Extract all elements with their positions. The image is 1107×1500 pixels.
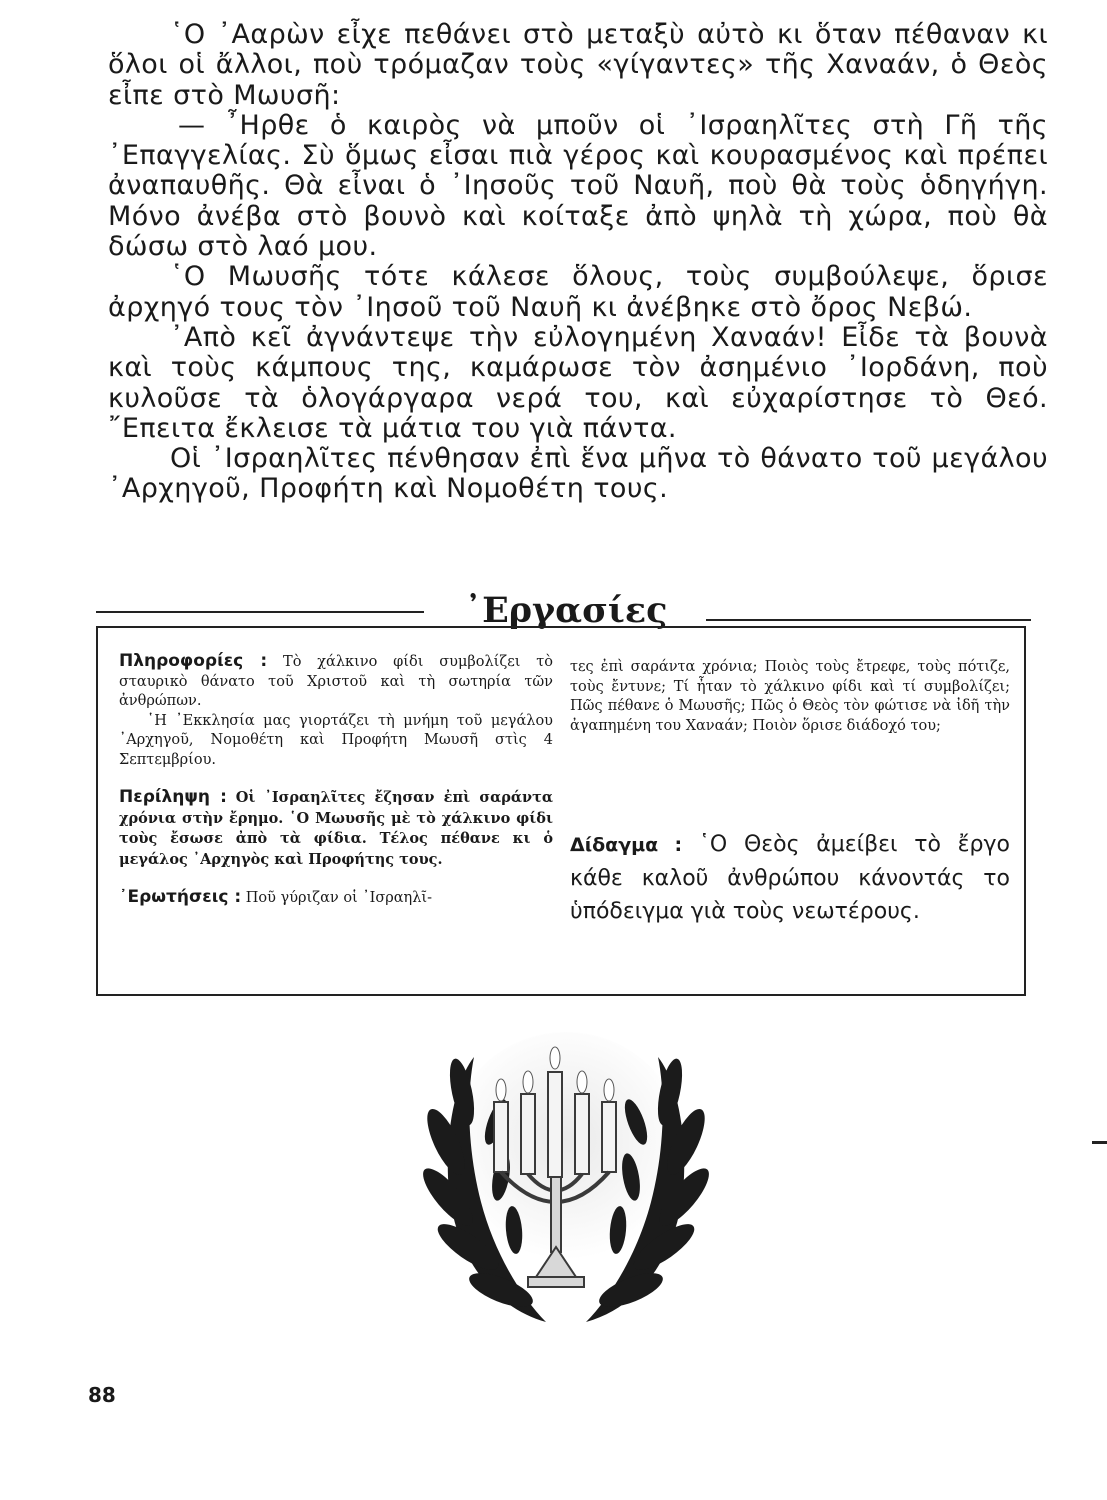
summary-section xyxy=(119,788,553,870)
info-text-2: ῾Η ᾿Εκκλησία μας γιορτάζει τὴ μνήμη τοῦ μεγάλου ᾿Αρχηγοῦ, Νομοθέτη καὶ Προφήτη Μωυσῆ στὶς 4 Σεπτεμβρίου. xyxy=(119,712,553,768)
page-number: 88 xyxy=(88,1383,116,1407)
lesson-label: Δίδαγμα : xyxy=(570,834,683,856)
story-paragraph: ῾Ο Μωυσῆς τότε κάλεσε ὅλους, τοὺς συμβούλεψε, ὅρισε ἀρχηγό τους τὸν ᾿Ιησοῦ τοῦ Ναυῆ κι ἀνέβηκε στὸ ὄρος Νεβώ. xyxy=(108,261,1048,323)
story-paragraph: Οἱ ᾿Ισραηλῖτες πένθησαν ἐπὶ ἕνα μῆνα τὸ θάνατο τοῦ μεγάλου ᾿Αρχηγοῦ, Προφήτη καὶ Νομοθέτη τους. xyxy=(108,443,1048,505)
info-section xyxy=(119,652,553,770)
summary-text: Οἱ ᾿Ισραηλῖτες ἔζησαν ἐπὶ σαράντα χρόνια στὴν ἔρημο. ῾Ο Μωυσῆς μὲ τὸ χάλκινο φίδι τοὺς ἔσωσε ἀπὸ τὰ φίδια. Τέλος πέθανε κι ὁ μεγάλος ᾿Αρχηγὸς καὶ Προφήτης τους. xyxy=(119,789,553,868)
info-text: Τὸ χάλκινο φίδι συμβολίζει τὸ σταυρικὸ θάνατο τοῦ Χριστοῦ καὶ τὴ σωτηρία τῶν ἀνθρώπων. xyxy=(119,654,553,709)
questions-continued xyxy=(570,658,1010,736)
questions-label: ᾿Ερωτήσεις : xyxy=(119,887,242,907)
story-paragraph: ῾Ο ᾿Ααρὼν εἶχε πεθάνει στὸ μεταξὺ αὐτὸ κι ὅταν πέθαναν κι ὅλοι οἱ ἄλλοι, ποὺ τρόμαζαν τοὺς «γίγαντες» τῆς Χαναάν, ὁ Θεὸς εἶπε στὸ Μωυσῆ: xyxy=(108,19,1048,111)
header-rule-right xyxy=(706,619,1031,621)
questions-section xyxy=(119,888,553,909)
header-rule-left xyxy=(96,611,424,613)
summary-label: Περίληψη : xyxy=(119,787,227,807)
story-paragraph: ᾿Απὸ κεῖ ἀγνάντεψε τὴν εὐλογημένη Χαναάν! Εἶδε τὰ βουνὰ καὶ τοὺς κάμπους της, καμάρωσε τὸν ἀσημένιο ᾿Ιορδάνη, ποὺ κυλοῦσε τὰ ὁλογάργαρα νερά του, καὶ εὐχαρίστησε τὸ Θεό. ῎Επειτα ἔκλεισε τὰ μάτια του γιὰ πάντα. xyxy=(108,321,1048,444)
lesson-text: ῾Ο Θεὸς ἀμείβει τὸ ἔργο κάθε καλοῦ ἀνθρώπου κάνοντάς το ὑπόδειγμα γιὰ τοὺς νεωτέρους. xyxy=(570,832,1011,924)
exercises-title: ᾿Εργασίες xyxy=(464,590,668,631)
lesson-section xyxy=(570,828,1010,928)
questions-text: Ποῦ γύριζαν οἱ ᾿Ισραηλῖ- xyxy=(245,890,432,906)
story-text xyxy=(108,20,1048,505)
edge-mark xyxy=(1092,1141,1107,1144)
story-paragraph: — ῏Ηρθε ὁ καιρὸς νὰ μποῦν οἱ ᾿Ισραηλῖτες στὴ Γῆ τῆς ᾿Επαγγελίας. Σὺ ὅμως εἶσαι πιὰ γέρος καὶ κουρασμένος καὶ πρέπει ἀναπαυθῆς. Θὰ εἶναι ὁ ᾿Ιησοῦς τοῦ Ναυῆ, ποὺ θὰ τοὺς ὁδηγήγη. Μόνο ἀνέβα στὸ βουνὸ καὶ κοίταξε ἀπὸ ψηλὰ τὴ χώρα, ποὺ θὰ δώσω στὸ λαό μου. xyxy=(108,109,1048,263)
exercises-box xyxy=(96,626,1026,996)
menorah-wreath-icon xyxy=(396,1002,736,1347)
exercises-left-column xyxy=(119,652,553,909)
info-label: Πληροφορίες : xyxy=(119,651,268,671)
questions-text-continued: τες ἐπὶ σαράντα χρόνια; Ποιὸς τοὺς ἔτρεφε, τοὺς πότιζε, τοὺς ἔντυνε; Τί ἦταν τὸ χάλκινο φίδι καὶ τί συμβολίζει; Πῶς πέθανε ὁ Μωυσῆς; Πῶς ὁ Θεὸς τὸν φώτισε νὰ ἰδῆ τὴν ἀγαπημένη του Χαναάν; Ποιὸν ὅρισε διάδοχό του; xyxy=(570,659,1010,734)
exercises-right-column xyxy=(570,658,1010,736)
